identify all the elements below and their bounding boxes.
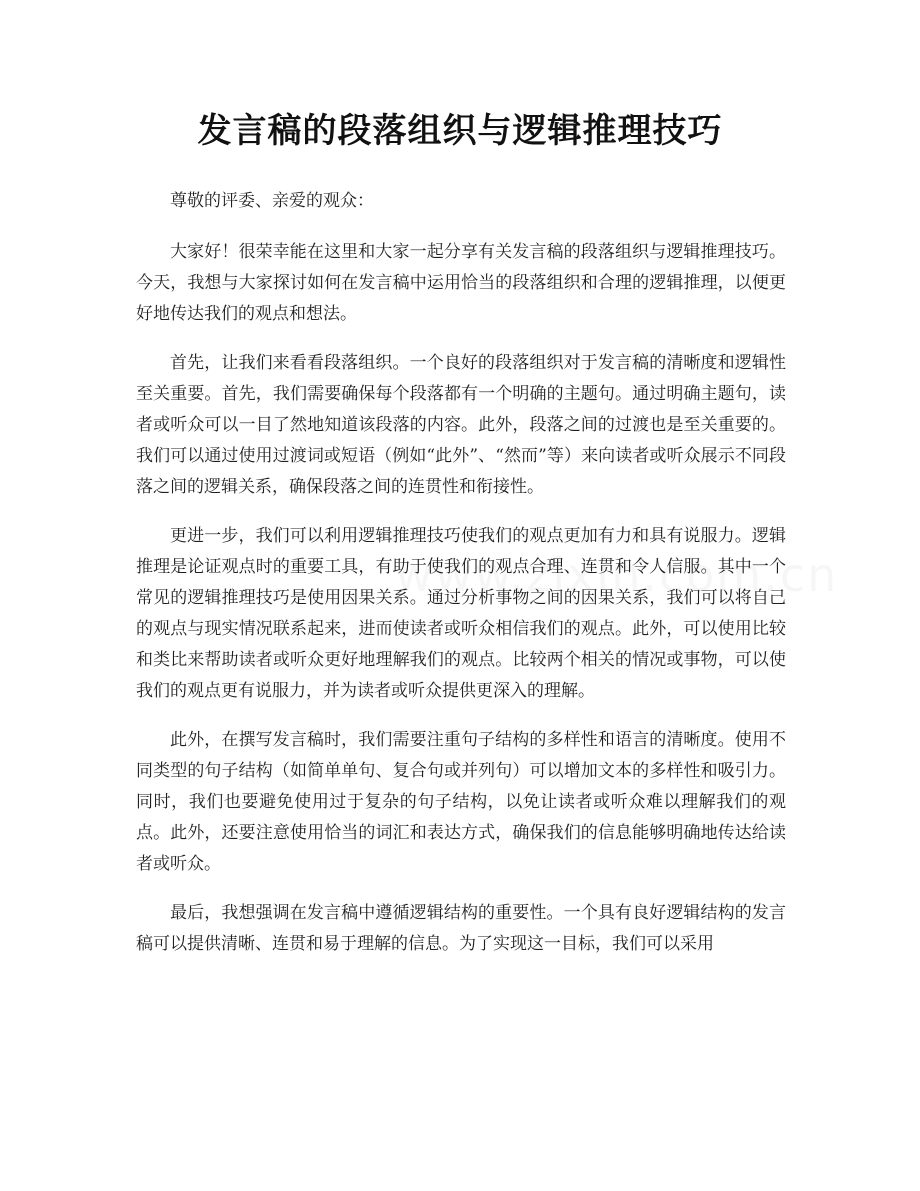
paragraph-reasoning: 更进一步，我们可以利用逻辑推理技巧使我们的观点更加有力和具有说服力。逻辑推理是论证观点时的重要工具，有助于使我们的观点合理、连贯和令人信服。其中一个常见的逻辑推理技巧是使用因果关系。通过分析事物之间的因果关系，我们可以将自己的观点与现实情况联系起来，进而使读者或听众相信我们的观点。此外，可以使用比较和类比来帮助读者或听众更好地理解我们的观点。比较两个相关的情况或事物，可以使我们的观点更有说服力，并为读者或听众提供更深入的理解。: [136, 526, 786, 701]
salutation: 尊敬的评委、亲爱的观众：: [170, 191, 374, 211]
paragraph-intro: 大家好！很荣幸能在这里和大家一起分享有关发言稿的段落组织与逻辑推理技巧。今天，我想与大家探讨如何在发言稿中运用恰当的段落组织和合理的逻辑推理，以便更好地传达我们的观点和想法。: [136, 242, 786, 324]
page-title: 发言稿的段落组织与逻辑推理技巧: [197, 111, 723, 151]
paragraph-conclusion: 最后，我想强调在发言稿中遵循逻辑结构的重要性。一个具有良好逻辑结构的发言稿可以提供清晰、连贯和易于理解的信息。为了实现这一目标，我们可以采用: [136, 903, 786, 954]
paragraph-organization: 首先，让我们来看看段落组织。一个良好的段落组织对于发言稿的清晰度和逻辑性至关重要。首先，我们需要确保每个段落都有一个明确的主题句。通过明确主题句，读者或听众可以一目了然地知道该段落的内容。此外，段落之间的过渡也是至关重要的。我们可以通过使用过渡词或短语（例如“此外”、“然而”等）来向读者或听众展示不同段落之间的逻辑关系，确保段落之间的连贯性和衔接性。: [136, 353, 786, 497]
paragraph-sentence-structure: 此外，在撰写发言稿时，我们需要注重句子结构的多样性和语言的清晰度。使用不同类型的句子结构（如简单单句、复合句或并列句）可以增加文本的多样性和吸引力。同时，我们也要避免使用过于复杂的句子结构，以免让读者或听众难以理解我们的观点。此外，还要注意使用恰当的词汇和表达方式，确保我们的信息能够明确地传达给读者或听众。: [136, 730, 786, 874]
document-body: [136, 186, 786, 978]
